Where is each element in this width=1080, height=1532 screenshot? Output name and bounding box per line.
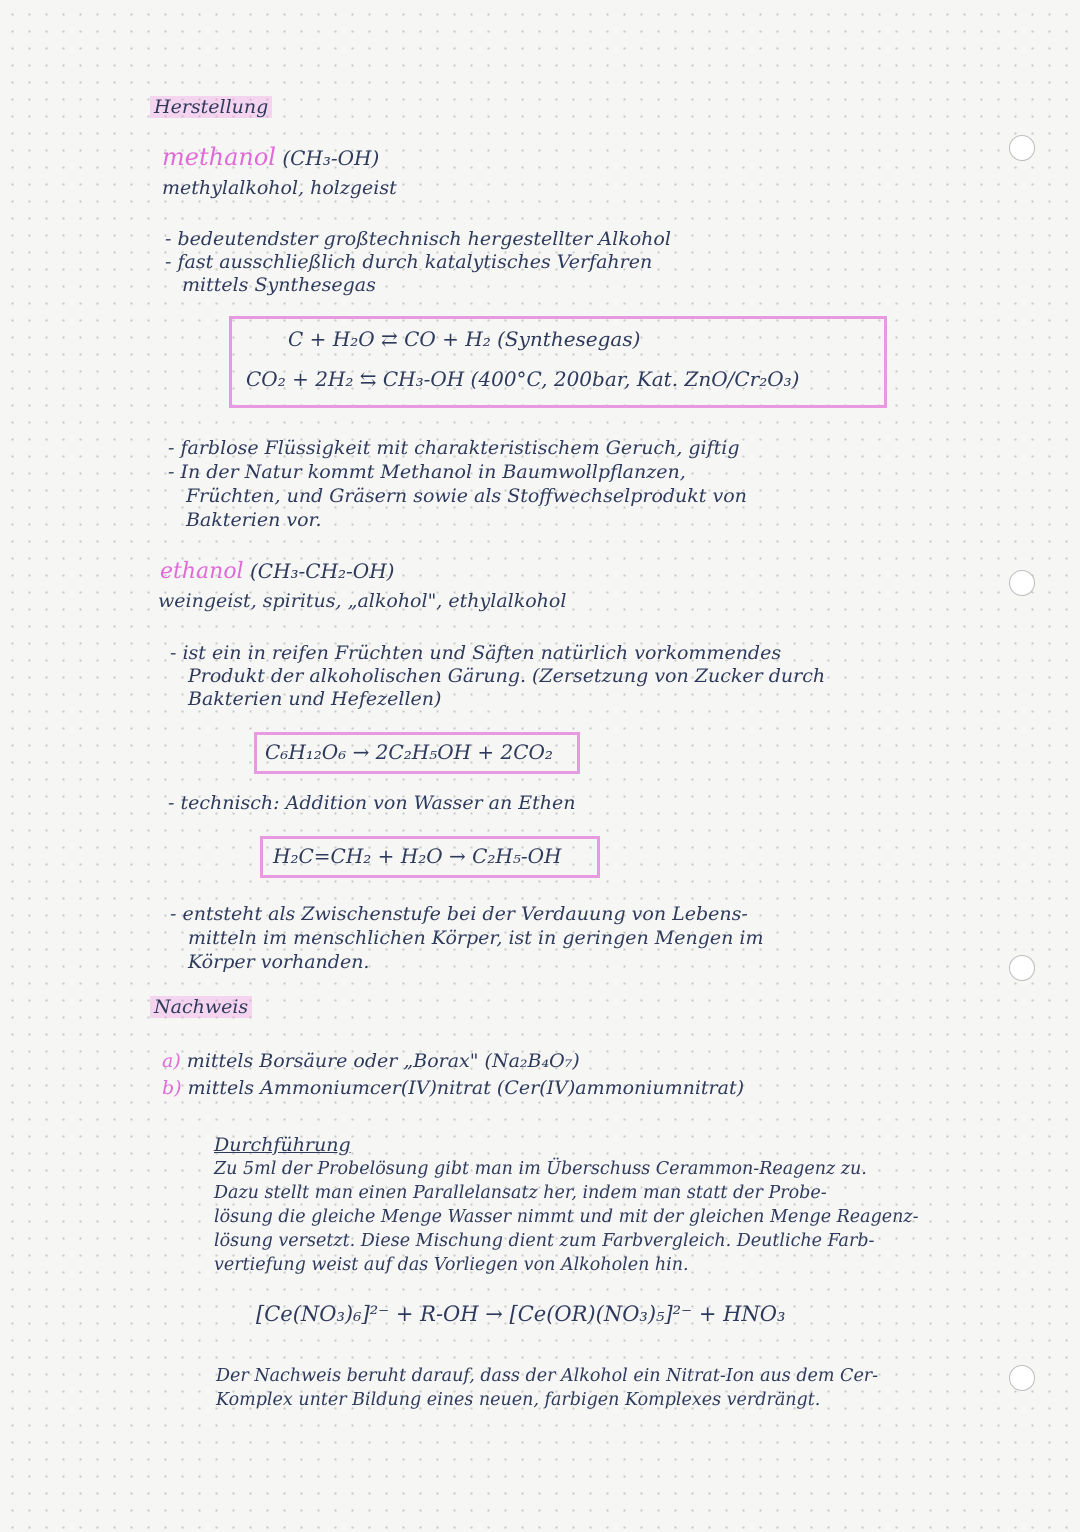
methanol-bullet: mittels Synthesegas bbox=[182, 274, 376, 296]
ethanol-name: ethanol bbox=[160, 559, 244, 584]
ethanol-bullet: - entsteht als Zwischenstufe bei der Verdauung von Lebens- bbox=[170, 903, 748, 925]
ethanol-synonyms: weingeist, spiritus, „alkohol", ethylalkohol bbox=[158, 590, 567, 612]
durchfuehrung-line: lösung die gleiche Menge Wasser nimmt und mit der gleichen Menge Reagenz- bbox=[214, 1207, 919, 1227]
methanol-title bbox=[162, 143, 379, 171]
durchfuehrung-line: Dazu stellt man einen Parallelansatz her, indem man statt der Probe- bbox=[214, 1183, 827, 1203]
hydration-equation-box bbox=[260, 836, 600, 878]
fermentation-equation-box bbox=[254, 732, 580, 774]
ethanol-bullet: - ist ein in reifen Früchten und Säften natürlich vorkommendes bbox=[170, 642, 782, 664]
durchfuehrung-line: Zu 5ml der Probelösung gibt man im Überschuss Cerammon-Reagenz zu. bbox=[214, 1159, 867, 1179]
durchfuehrung-heading: Durchführung bbox=[214, 1134, 351, 1156]
ethanol-formula: (CH₃-CH₂-OH) bbox=[249, 559, 395, 583]
section-heading-herstellung: Herstellung bbox=[150, 96, 272, 118]
ethanol-bullet-cont: Körper vorhanden. bbox=[188, 951, 370, 973]
methanol-bullet: - fast ausschließlich durch katalytisches Verfahren bbox=[165, 251, 653, 273]
ethanol-bullet-cont: Produkt der alkoholischen Gärung. (Zersetzung von Zucker durch bbox=[188, 665, 826, 687]
ethanol-bullet-cont: Bakterien und Hefezellen) bbox=[188, 688, 442, 710]
methanol-name: methanol bbox=[162, 143, 276, 171]
cer-equation: [Ce(NO₃)₆]²⁻ + R-OH → [Ce(OR)(NO₃)₅]²⁻ + HNO₃ bbox=[256, 1302, 786, 1326]
durchfuehrung-line: lösung versetzt. Diese Mischung dient zum Farbvergleich. Deutliche Farb- bbox=[214, 1231, 875, 1251]
punch-hole bbox=[1009, 1365, 1035, 1391]
punch-hole bbox=[1009, 135, 1035, 161]
durchfuehrung-line: vertiefung weist auf das Vorliegen von Alkoholen hin. bbox=[214, 1255, 689, 1275]
hydration-equation: H₂C=CH₂ + H₂O → C₂H₅-OH bbox=[273, 844, 562, 868]
ethanol-bullet-cont: mitteln im menschlichen Körper, ist in geringen Mengen im bbox=[188, 927, 764, 949]
methanol-bullet: - farblose Flüssigkeit mit charakteristischem Geruch, giftig bbox=[168, 437, 740, 459]
methanol-synonyms: methylalkohol, holzgeist bbox=[162, 177, 397, 199]
methanol-equation: C + H₂O ⇄ CO + H₂ (Synthesegas) bbox=[288, 327, 641, 351]
methanol-bullet-cont: Bakterien vor. bbox=[186, 509, 322, 531]
nachweis-method-b: b) mittels Ammoniumcer(IV)nitrat (Cer(IV)ammoniumnitrat) bbox=[162, 1077, 745, 1099]
methanol-bullet: - In der Natur kommt Methanol in Baumwollpflanzen, bbox=[168, 461, 686, 483]
punch-hole bbox=[1009, 570, 1035, 596]
nachweis-conclusion: Der Nachweis beruht darauf, dass der Alkohol ein Nitrat-Ion aus dem Cer- bbox=[216, 1366, 879, 1386]
nachweis-conclusion: Komplex unter Bildung eines neuen, farbigen Komplexes verdrängt. bbox=[216, 1390, 821, 1410]
fermentation-equation: C₆H₁₂O₆ → 2C₂H₅OH + 2CO₂ bbox=[265, 740, 553, 764]
section-heading-nachweis: Nachweis bbox=[150, 996, 252, 1018]
nachweis-method-a: a) mittels Borsäure oder „Borax" (Na₂B₄O₇) bbox=[162, 1050, 580, 1072]
methanol-bullet-cont: Früchten, und Gräsern sowie als Stoffwechselprodukt von bbox=[186, 485, 747, 507]
ethanol-technisch: - technisch: Addition von Wasser an Ethen bbox=[168, 792, 576, 814]
methanol-bullet: - bedeutendster großtechnisch hergestellter Alkohol bbox=[165, 228, 671, 250]
methanol-equation: CO₂ + 2H₂ ⇆ CH₃-OH (400°C, 200bar, Kat. ZnO/Cr₂O₃) bbox=[246, 367, 800, 391]
methanol-formula: (CH₃-OH) bbox=[282, 146, 380, 170]
punch-hole bbox=[1009, 955, 1035, 981]
ethanol-title bbox=[160, 559, 394, 584]
methanol-equation-box bbox=[229, 316, 887, 408]
